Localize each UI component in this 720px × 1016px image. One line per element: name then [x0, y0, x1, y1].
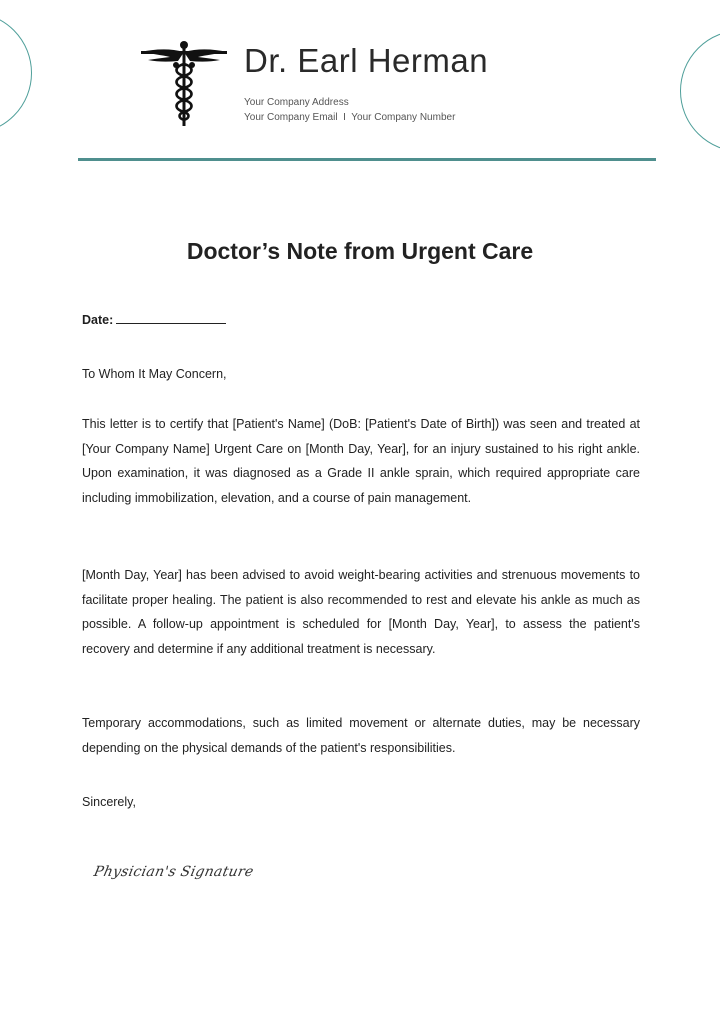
body-paragraph-2: [Month Day, Year] has been advised to avoid weight-bearing activities and strenuous movements to facilitate proper healing. The patient is also recommended to rest and elevate his ankle as much as possible. A follow-up appointment is scheduled for [Month Day, Year], to assess the patient's recovery and determine if any additional treatment is necessary. — [82, 568, 640, 656]
date-field — [82, 312, 226, 327]
date-blank-line — [116, 312, 226, 324]
closing: Sincerely, — [82, 795, 136, 809]
document-title: Doctor’s Note from Urgent Care — [186, 238, 534, 264]
doctor-name: Dr. Earl Herman — [244, 42, 489, 79]
header-divider — [78, 158, 656, 161]
company-contact: Your Company Email I Your Company Number — [244, 112, 456, 123]
caduceus-icon — [140, 40, 228, 130]
decorative-circle-right — [680, 30, 720, 152]
date-label: Date: — [82, 313, 114, 327]
body-paragraph-3: Temporary accommodations, such as limited movement or alternate duties, may be necessary depending on the physical demands of the patient's responsibilities. — [82, 716, 640, 755]
decorative-circle-left — [0, 12, 32, 134]
salutation: To Whom It May Concern, — [82, 367, 227, 381]
body-paragraph-1: This letter is to certify that [Patient's Name] (DoB: [Patient's Date of Birth]) was seen and treated at [Your Company Name] Urgent Care on [Month Day, Year], for an injury sustained to his right ankle. Upon examination, it was diagnosed as a Grade II ankle sprain, which required appropriate care including immobilization, elevation, and a course of pain management. — [82, 417, 640, 505]
physician-signature: Physician's Signature — [92, 864, 256, 880]
company-address: Your Company Address — [244, 97, 349, 108]
contact-info — [244, 95, 455, 125]
